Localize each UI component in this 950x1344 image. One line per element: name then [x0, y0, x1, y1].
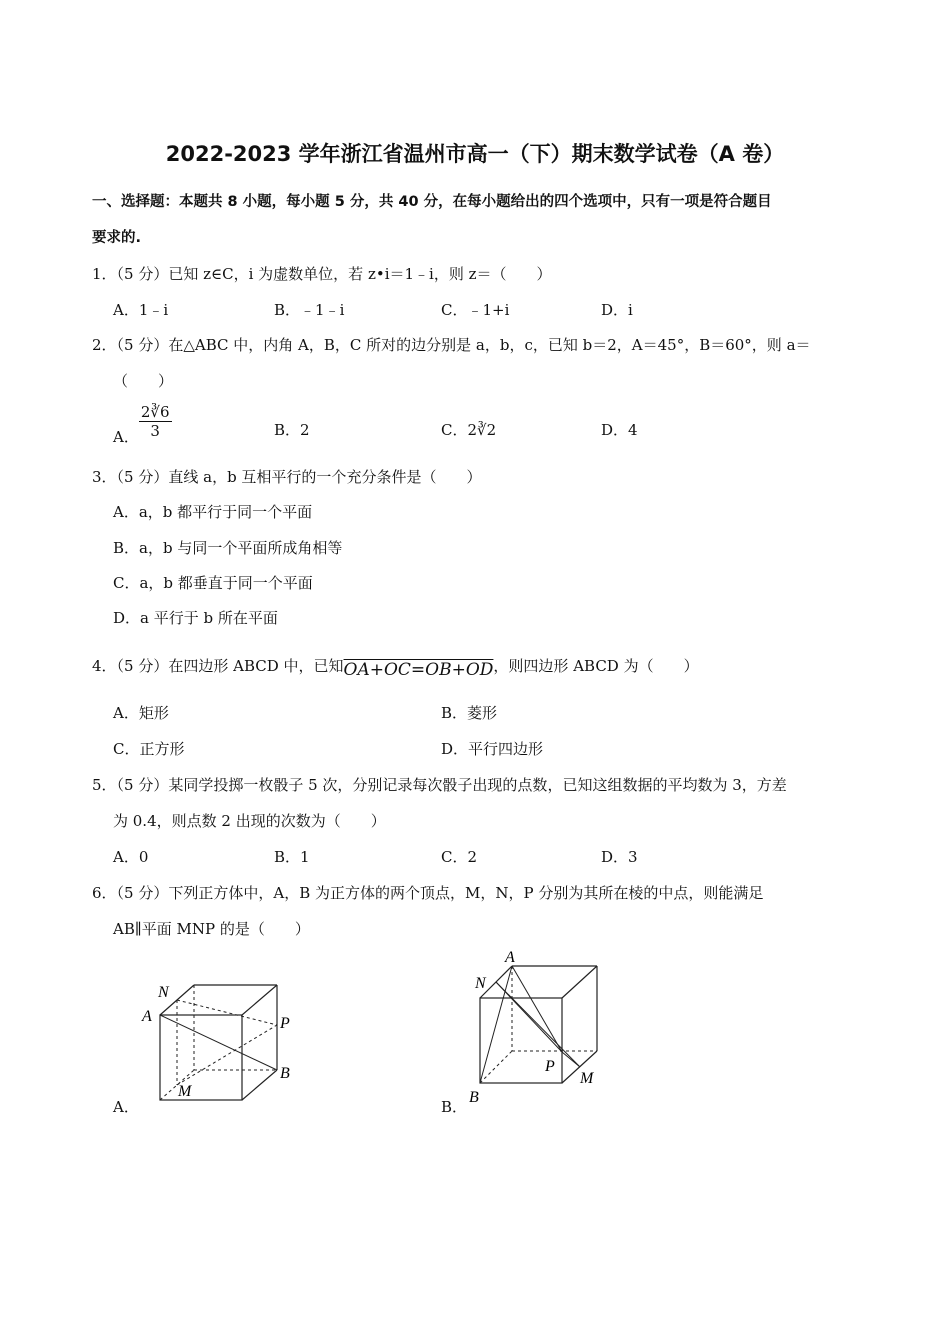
- question-6-text-cont: AB∥平面 MNP 的是（ ）: [113, 920, 310, 938]
- question-4-vector-equation: OA+OC=OB+OD: [343, 660, 494, 680]
- question-3-option-d[interactable]: D．a 平行于 b 所在平面: [113, 609, 278, 627]
- question-6-option-b[interactable]: B．: [441, 1098, 468, 1116]
- cube-b-label-p: P: [545, 1058, 555, 1075]
- question-3-option-a[interactable]: A．a，b 都平行于同一个平面: [113, 503, 313, 521]
- question-2-option-a-label: A．: [113, 427, 139, 446]
- question-2-text: 2．（5 分）在△ABC 中，内角 A，B，C 所对的边分别是 a，b，c，已知 b＝2，A＝45°，B＝60°，则 a＝: [92, 336, 811, 354]
- cube-a-label-p: P: [280, 1015, 290, 1032]
- question-5-text: 5．（5 分）某同学投掷一枚骰子 5 次，分别记录每次骰子出现的点数，已知这组数据的平均数为 3，方差: [92, 776, 787, 794]
- section-heading-line1: 一、选择题：本题共 8 小题，每小题 5 分，共 40 分，在每小题给出的四个选项中，只有一项是符合题目: [92, 194, 772, 210]
- question-3-option-c[interactable]: C．a，b 都垂直于同一个平面: [113, 574, 313, 592]
- question-6-option-a[interactable]: A．: [113, 1098, 139, 1116]
- question-4-text: [92, 656, 699, 680]
- cube-b-label-m: M: [580, 1070, 594, 1087]
- cube-b-label-a: A: [505, 949, 515, 966]
- cube-b-label-b: B: [469, 1089, 479, 1106]
- cube-figure-b: [465, 948, 615, 1108]
- cube-a-label-m: M: [178, 1083, 192, 1100]
- question-4-option-d[interactable]: D．平行四边形: [441, 740, 544, 758]
- question-5-text-cont: 为 0.4，则点数 2 出现的次数为（ ）: [113, 812, 386, 830]
- question-6-text: 6．（5 分）下列正方体中，A，B 为正方体的两个顶点，M，N，P 分别为其所在棱的中点，则能满足: [92, 884, 764, 902]
- cube-a-label-a: A: [142, 1008, 152, 1025]
- fraction-numerator: 2∛6: [140, 403, 170, 421]
- cube-a-label-b: B: [280, 1065, 290, 1082]
- question-5-option-b[interactable]: B．1: [274, 848, 310, 866]
- cube-a-front-face: [160, 1015, 242, 1100]
- page-title: 2022-2023 学年浙江省温州市高一（下）期末数学试卷（A 卷）: [165, 142, 785, 166]
- question-4-option-c[interactable]: C．正方形: [113, 740, 185, 758]
- question-3-option-b[interactable]: B．a，b 与同一个平面所成角相等: [113, 539, 343, 557]
- question-1-option-d[interactable]: D．i: [601, 301, 633, 319]
- cube-b-label-n: N: [475, 975, 486, 992]
- question-5-option-c[interactable]: C．2: [441, 848, 478, 866]
- question-2-text-cont: （ ）: [113, 372, 174, 390]
- fraction-denominator: 3: [150, 422, 160, 440]
- question-2-option-c[interactable]: C．2∛2: [441, 421, 497, 439]
- question-2-option-a-fraction: [139, 403, 172, 440]
- question-5-option-a[interactable]: A．0: [113, 848, 149, 866]
- question-1-option-a[interactable]: A．1﹣i: [113, 301, 169, 319]
- question-1-text: 1．（5 分）已知 z∈C，i 为虚数单位，若 z•i＝1﹣i，则 z＝（ ）: [92, 265, 552, 283]
- cube-figure-a: [130, 975, 310, 1110]
- question-4-text-prefix: 4．（5 分）在四边形 ABCD 中，已知: [92, 657, 344, 675]
- question-5-option-d[interactable]: D．3: [601, 848, 638, 866]
- question-4-option-a[interactable]: A．矩形: [113, 704, 169, 722]
- question-2-option-b[interactable]: B．2: [274, 421, 310, 439]
- cube-a-label-n: N: [158, 984, 169, 1001]
- section-heading-line2: 要求的.: [92, 230, 142, 246]
- question-4-text-suffix: ，则四边形 ABCD 为（ ）: [493, 657, 699, 675]
- question-1-option-b[interactable]: B．﹣1﹣i: [274, 301, 345, 319]
- question-2-option-d[interactable]: D．4: [601, 421, 638, 439]
- question-3-text: 3．（5 分）直线 a，b 互相平行的一个充分条件是（ ）: [92, 468, 482, 486]
- question-1-option-c[interactable]: C．﹣1+i: [441, 301, 510, 319]
- question-4-option-b[interactable]: B．菱形: [441, 704, 498, 722]
- cube-a-segment-ab: [160, 1015, 277, 1070]
- question-2-option-a[interactable]: [113, 403, 172, 446]
